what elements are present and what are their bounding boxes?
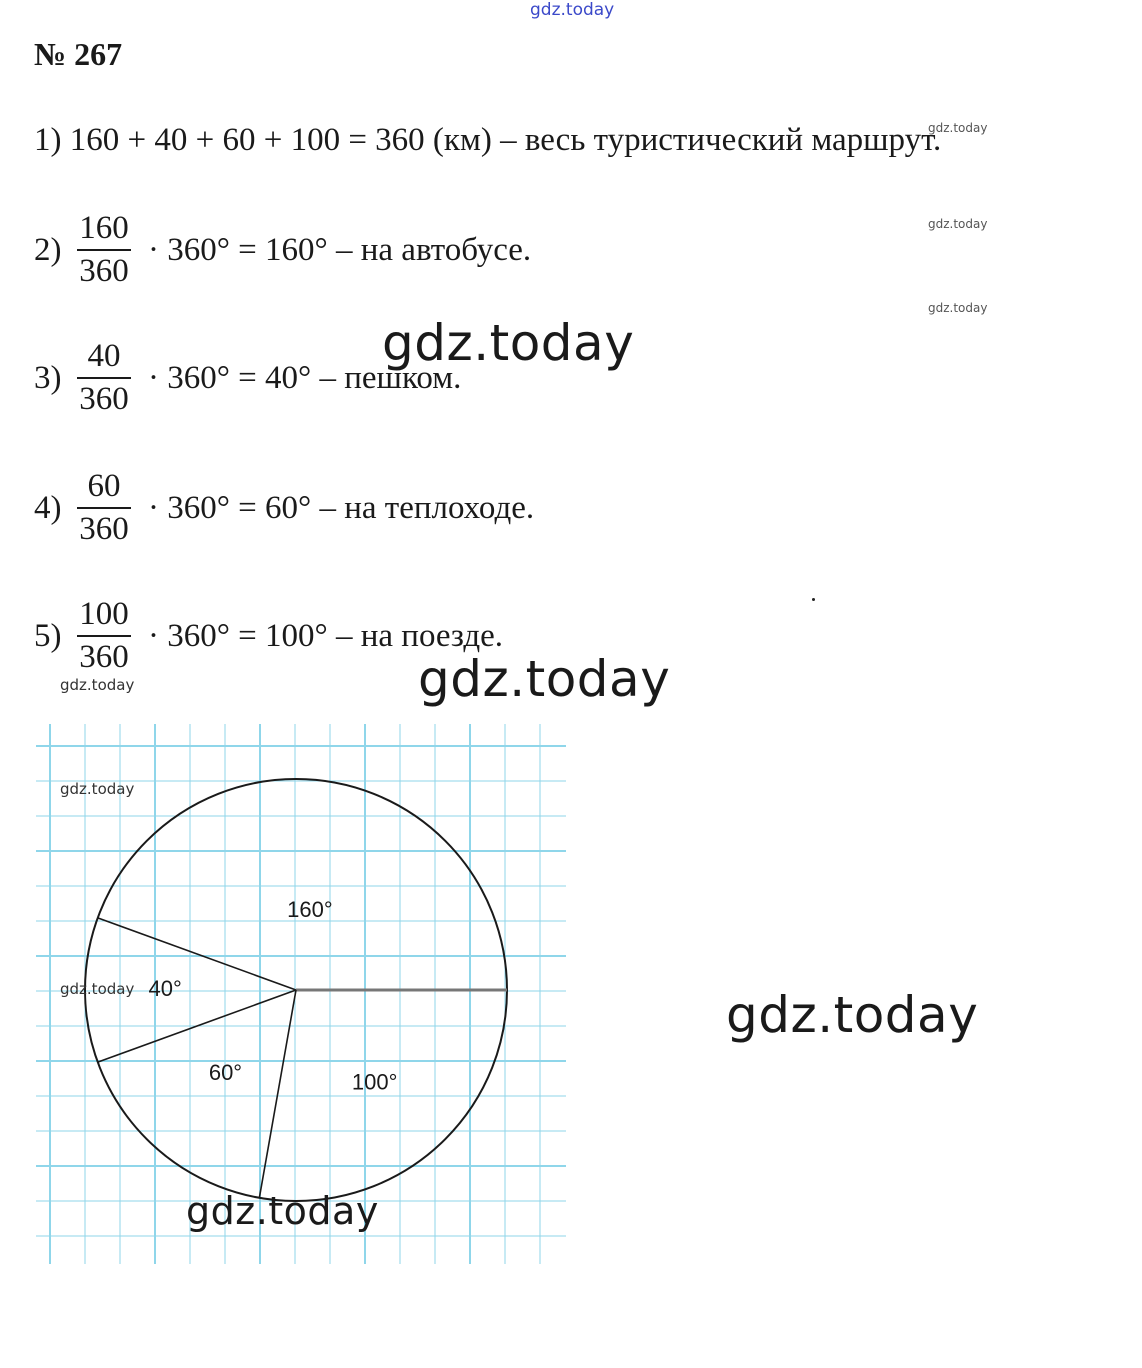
step-number: 4): [34, 489, 62, 526]
fraction-denominator: 360: [79, 511, 129, 547]
fraction-numerator: 60: [87, 468, 121, 504]
fraction-denominator: 360: [79, 639, 129, 675]
fraction-denominator: 360: [79, 381, 129, 417]
solution-step-2: [34, 212, 531, 288]
watermark-big: gdz.today: [418, 650, 671, 708]
fraction: [76, 340, 132, 416]
fraction-numerator: 160: [79, 210, 129, 246]
fraction-denominator: 360: [79, 253, 129, 289]
watermark-mid: gdz.today: [60, 980, 135, 998]
fraction: [76, 598, 132, 674]
watermark-small: gdz.today: [928, 121, 988, 135]
fraction-numerator: 40: [87, 338, 121, 374]
watermark-small: gdz.today: [928, 217, 988, 231]
watermark-big: gdz.today: [382, 314, 635, 372]
watermark-mid: gdz.today: [60, 780, 135, 798]
pie-slice-label: 100°: [351, 1069, 398, 1095]
step-expression: · 360° = 40° – пешком.: [148, 359, 462, 396]
step-expression: · 360° = 60° – на теплоходе.: [148, 489, 535, 526]
fraction-numerator: 100: [79, 596, 129, 632]
solution-step-1: 1) 160 + 40 + 60 + 100 = 360 (км) – весь туристический маршрут.: [34, 122, 942, 158]
watermark-big: gdz.today: [186, 1189, 379, 1233]
pie-slice-label: 160°: [287, 896, 333, 922]
solution-step-4: [34, 470, 534, 546]
watermark-small: gdz.today: [928, 301, 988, 315]
fraction: [76, 470, 132, 546]
stray-dot: [812, 598, 815, 601]
step-number: 5): [34, 617, 62, 654]
step-expression: · 360° = 160° – на автобусе.: [148, 231, 532, 268]
step-expression: · 360° = 100° – на поезде.: [148, 617, 504, 654]
pie-slice-label: 60°: [208, 1059, 243, 1085]
step-number: 3): [34, 359, 62, 396]
fraction: [76, 212, 132, 288]
watermark-top: gdz.today: [530, 0, 615, 20]
problem-heading: № 267: [34, 36, 123, 72]
watermark-mid: gdz.today: [60, 676, 135, 694]
step-number: 2): [34, 231, 62, 268]
pie-slice-label: 40°: [148, 975, 182, 1001]
watermark-big: gdz.today: [726, 986, 979, 1044]
